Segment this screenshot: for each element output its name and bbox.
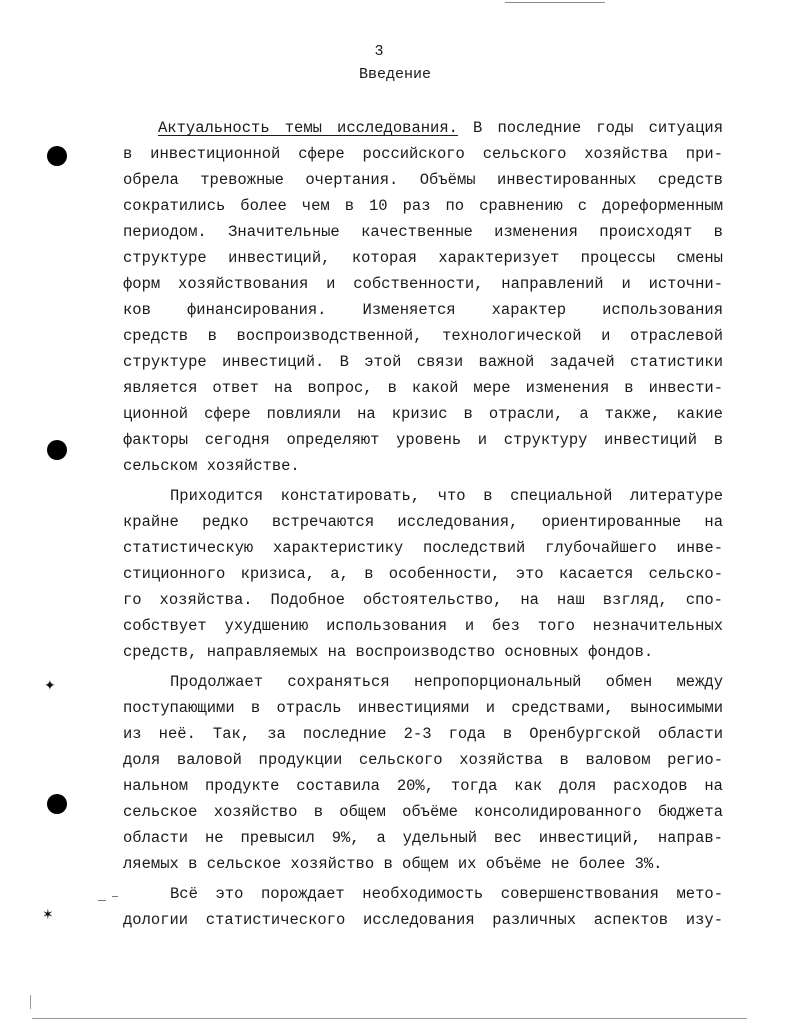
paragraph-line: обрела тревожные очертания. Объёмы инвестированных средств: [123, 171, 723, 189]
scan-dash-icon: [112, 896, 118, 897]
paragraph-line: ционной сфере повлияли на кризис в отрасли, а также, какие: [123, 405, 723, 423]
paragraph-line: дологии статистического исследования различных аспектов изу-: [123, 911, 723, 929]
paragraph-line: является ответ на вопрос, в какой мере изменения в инвести-: [123, 379, 723, 397]
scan-dash-icon: [98, 900, 106, 901]
paragraph-line: факторы сегодня определяют уровень и структуру инвестиций в: [123, 431, 723, 449]
paragraph-line: ков финансирования. Изменяется характер использования: [123, 301, 723, 319]
paragraph-line: периодом. Значительные качественные изменения происходят в: [123, 223, 723, 241]
binder-hole-icon: [47, 146, 67, 166]
scan-bottom-rule: [32, 1018, 747, 1019]
paragraph-line: крайне редко встречаются исследования, ориентированные на: [123, 513, 723, 531]
paragraph-line: из неё. Так, за последние 2-3 года в Оренбургской области: [123, 725, 723, 743]
scan-left-rule: [30, 995, 31, 1009]
binder-hole-icon: [47, 440, 67, 460]
scan-top-rule: [505, 2, 605, 3]
paragraph-line: статистическую характеристику последствий глубочайшего инве-: [123, 539, 723, 557]
paragraph-line: поступающими в отрасль инвестициями и средствами, выносимыми: [123, 699, 723, 717]
topic-relevance-label: Актуальность темы исследования.: [158, 119, 458, 137]
paragraph-line: Продолжает сохраняться непропорциональный обмен между: [170, 673, 723, 691]
paragraph-line: сократились более чем в 10 раз по сравнению с дореформенным: [123, 197, 723, 215]
paragraph-line: стиционного кризиса, а, в особенности, это касается сельско-: [123, 565, 723, 583]
scan-speck-icon: ✶: [42, 907, 54, 923]
paragraph-line: средств, направляемых на воспроизводство основных фондов.: [123, 643, 654, 661]
paragraph-line: структуре инвестиций. В этой связи важной задачей статистики: [123, 353, 723, 371]
paragraph-line: в инвестиционной сфере российского сельского хозяйства при-: [123, 145, 723, 163]
scan-speck-icon: ✦: [44, 678, 56, 694]
paragraph-line: [158, 116, 723, 140]
paragraph-line: доля валовой продукции сельского хозяйства в валовом регио-: [123, 751, 723, 769]
paragraph-line: сельском хозяйстве.: [123, 457, 300, 475]
page-number: 3: [374, 43, 384, 60]
binder-hole-icon: [47, 794, 67, 814]
paragraph-line: собствует ухудшению использования и без того незначительных: [123, 617, 723, 635]
paragraph-line: области не превысил 9%, а удельный вес инвестиций, направ-: [123, 829, 723, 847]
paragraph-line: Всё это порождает необходимость совершенствования мето-: [170, 885, 723, 903]
paragraph-line: го хозяйства. Подобное обстоятельство, на наш взгляд, спо-: [123, 591, 723, 609]
paragraph-line: нальном продукте составила 20%, тогда как доля расходов на: [123, 777, 723, 795]
paragraph-line: структуре инвестиций, которая характеризует процессы смены: [123, 249, 723, 267]
paragraph-line: форм хозяйствования и собственности, направлений и источни-: [123, 275, 723, 293]
paragraph-line: средств в воспроизводственной, технологической и отраслевой: [123, 327, 723, 345]
paragraph-text: В последние годы ситуация: [457, 119, 723, 137]
paragraph-line: ляемых в сельское хозяйство в общем их объёме не более 3%.: [123, 855, 663, 873]
paragraph-line: Приходится констатировать, что в специальной литературе: [170, 487, 723, 505]
paragraph-line: сельское хозяйство в общем объёме консолидированного бюджета: [123, 803, 723, 821]
section-heading: Введение: [358, 66, 431, 83]
